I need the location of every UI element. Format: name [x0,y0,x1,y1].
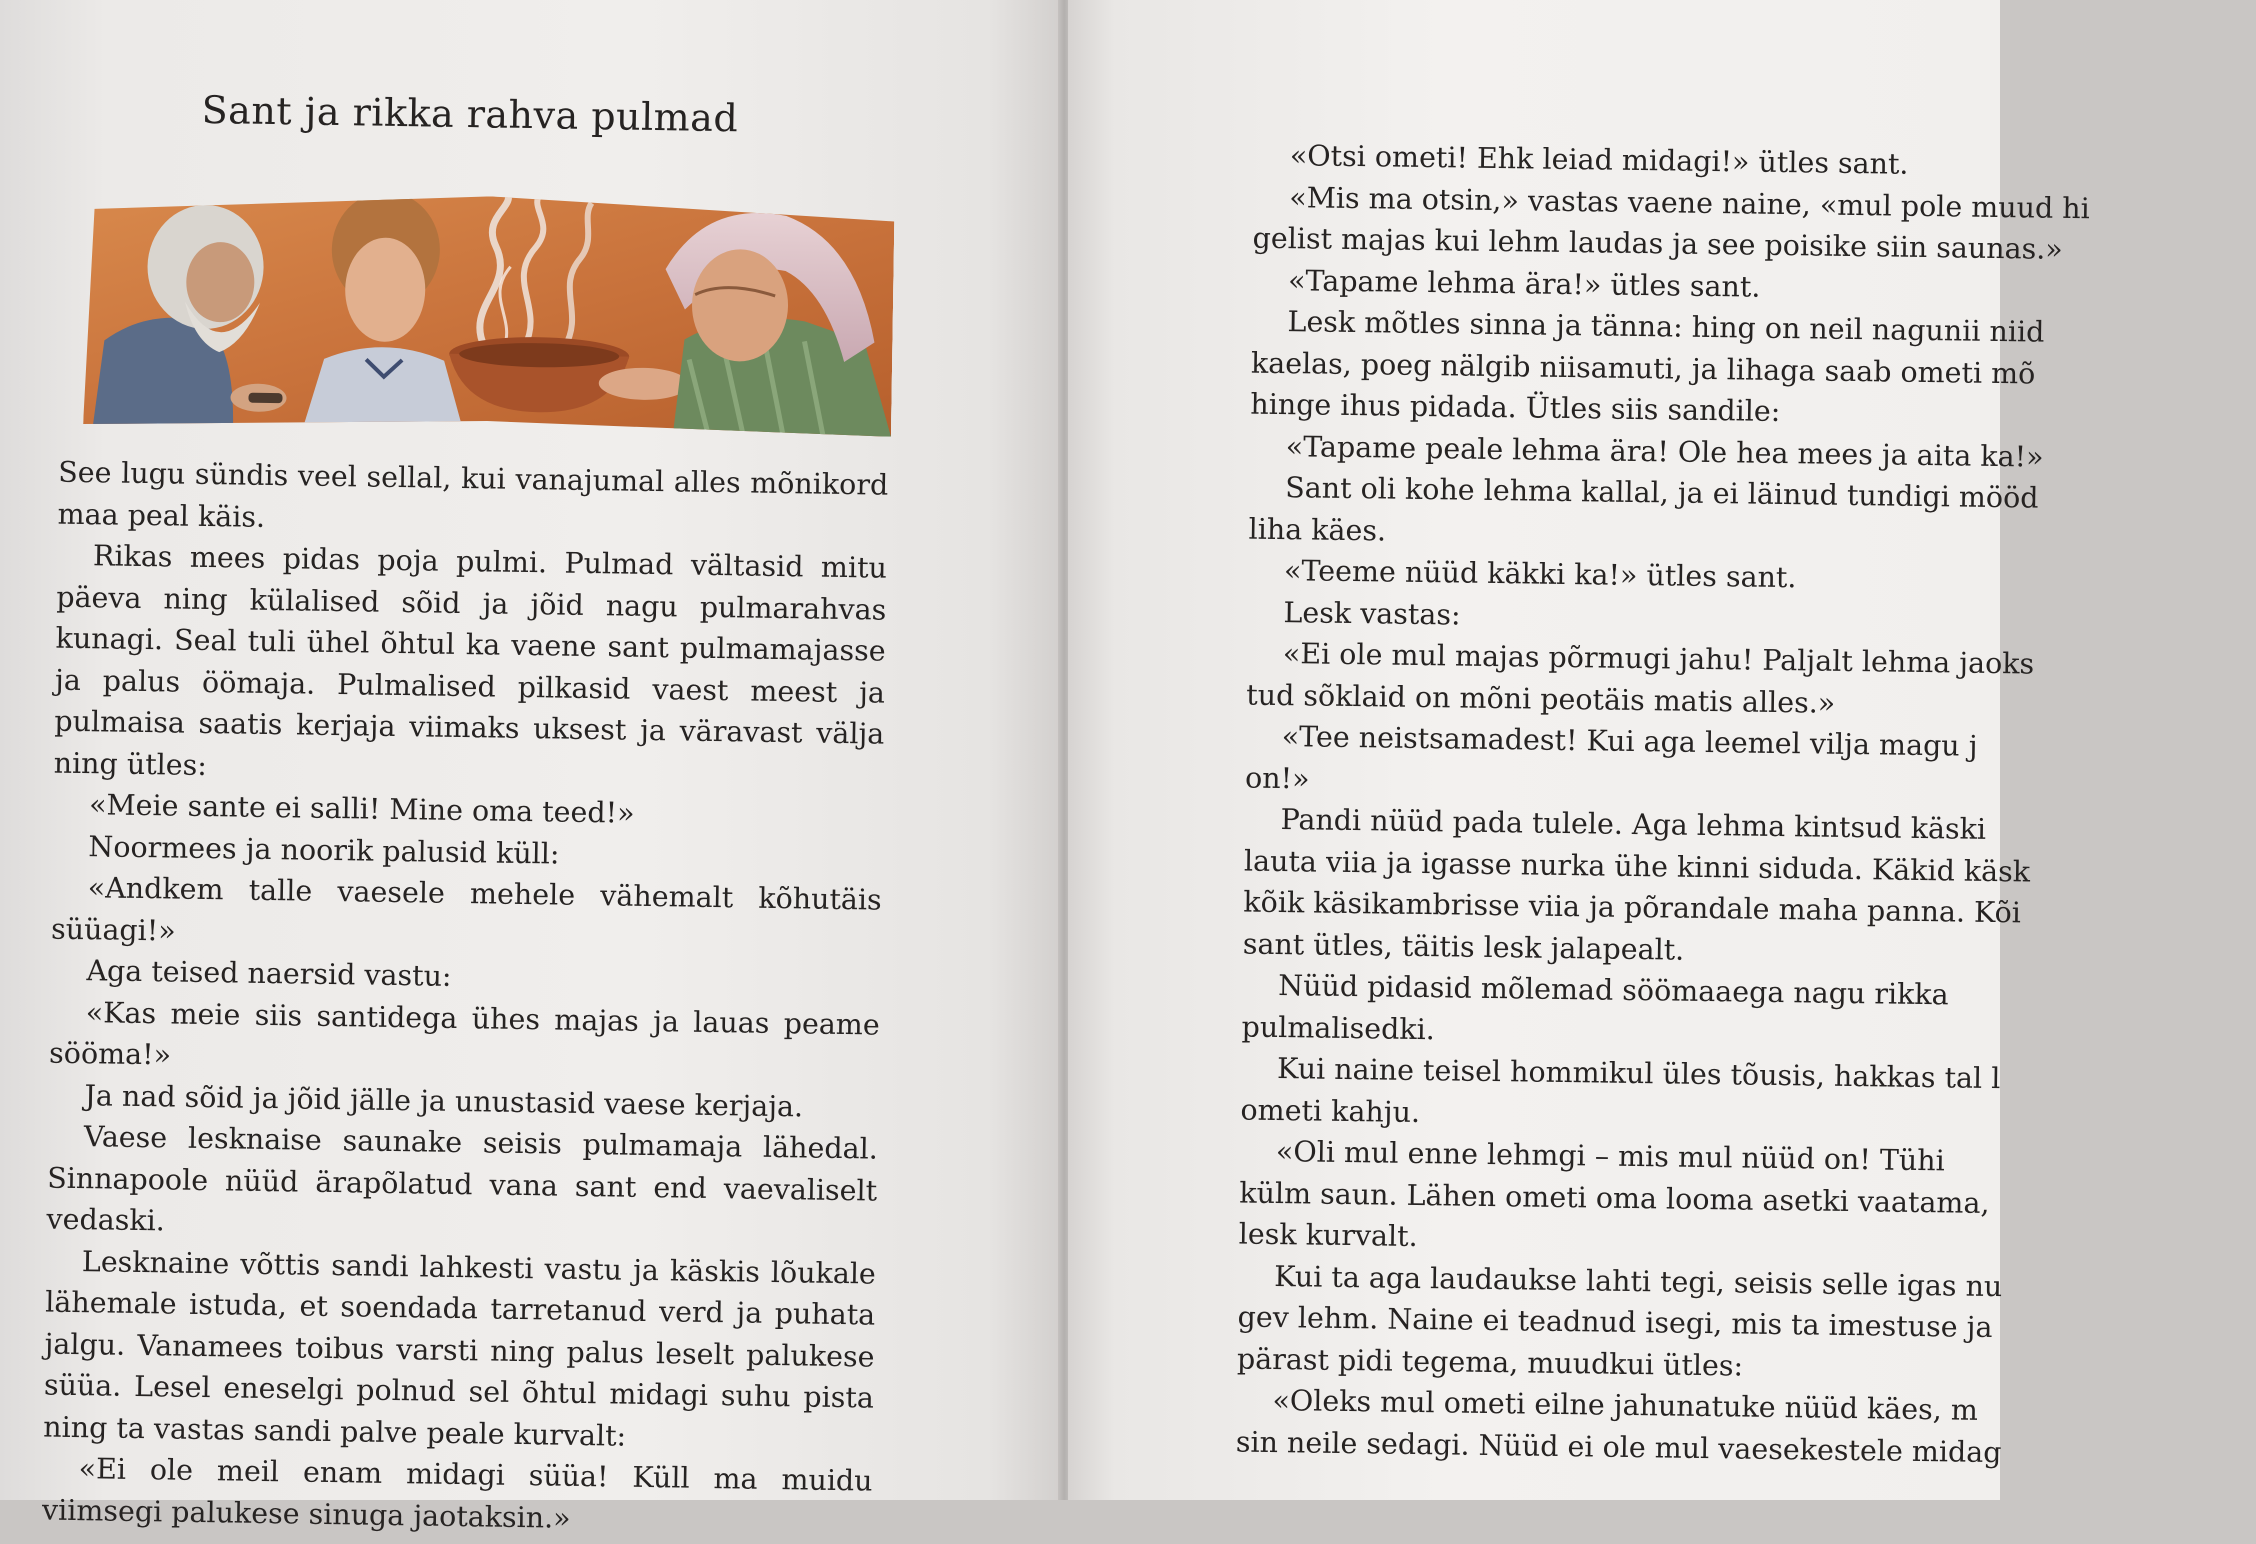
text-line: Nüüd pidasid mõlemad söömaaega nagu rikka [1278,969,1949,1012]
story-title: Sant ja rikka rahva pulmad [201,87,739,141]
text-line: kõik käsikambrisse viia ja põrandale maha panna. Kõi [1243,885,2022,930]
text-line: Lesk mõtles sinna ja tänna: hing on neil nagunii niid [1287,305,2045,349]
paragraph: «Andkem talle vaesele mehele vähemalt kõhutäis süüagi!» [50,871,882,948]
text-line: Sant oli kohe lehma kallal, ja ei läinud tundigi mööd [1284,471,2039,515]
right-page-content [1047,0,2168,1515]
text-line: tud sõklaid on mõni peotäis matis alles.» [1246,678,1836,720]
text-line: lesk kurvalt. [1238,1217,1418,1254]
text-line: «Mis ma otsin,» vastas vaene naine, «mul pole muud hi [1289,180,2091,225]
paragraph: «Ei ole meil enam midagi süüa! Küll ma muidu viimsegi palukese sinuga jaotaksin.» [41,1452,873,1535]
text-line: «Oleks mul ometi eilne jahunatuke nüüd käes, m [1272,1383,1979,1427]
left-page [0,0,1062,1535]
text-line: Pandi nüüd pada tulele. Aga lehma kintsud käski [1280,803,1987,846]
text-line: Kui ta aga laudaukse lahti tegi, seisis selle igas nu [1273,1259,2003,1303]
paragraph: Rikas mees pidas poja pulmi. Pulmad vältasid mitu päeva ning külalised sõid ja jõid nagu pulmarahvas kunagi. Seal tuli ühel õhtul ka vaene sant pulmamajasse ja palus öömaja. Pulmalised pilkasid vaest meest ja pulmaisa saatis kerjaja viimaks uksest ja väravast välja ning ütles: [53,539,888,782]
text-line: «Teeme nüüd käkki ka!» ütles sant. [1283,554,1797,595]
text-line: hinge ihus pidada. Ütles siis sandile: [1250,387,1781,428]
paragraph: «Kas meie siis santidega ühes majas ja lauas peame sööma!» [48,995,880,1072]
story-illustration [83,190,895,437]
text-line: gev lehm. Naine ei teadnud isegi, mis ta imestuse ja [1237,1300,1993,1345]
text-line: Lesk vastas: [1283,595,1461,632]
paragraph: Vaese lesknaise saunake seisis pulmamaja lähedal. Sinnapoole nüüd ärapõlatud vana sant end vaevaliselt vedaski. [46,1120,879,1238]
left-page-content [18,0,901,1535]
text-line: «Tapame peale lehma ära! Ole hea mees ja aita ka!» [1285,429,2044,474]
text-line: pulmalisedki. [1241,1010,1436,1046]
text-line: Kui naine teisel hommikul üles tõusis, hakkas tal l [1276,1052,2001,1096]
paragraph: «Meie sante ei salli! Mine oma teed!» [88,788,635,830]
text-line: on!» [1244,761,1310,795]
text-line: kaelas, poeg nälgib niisamuti, ja lihaga saab ometi mõ [1250,346,2036,391]
text-line: «Oli mul enne lehmgi – mis mul nüüd on! Tühi [1275,1135,1945,1178]
paragraph: Aga teised naersid vastu: [86,954,452,993]
text-line: «Tee neistsamadest! Kui aga leemel vilja magu j [1281,720,1978,763]
right-page [1068,0,2091,1500]
text-line: liha käes. [1248,512,1387,547]
paragraph: See lugu sündis veel sellal, kui vanajumal alles mõnikord maa peal käis. [57,455,889,534]
text-line: sin neile sedagi. Nüüd ei ole mul vaesekestele midag [1235,1424,2002,1469]
paragraph: Lesknaine võttis sandi lahkesti vastu ja käskis lõukale lähemale istuda, et soendada tarretanud verd ja puhata jalgu. Vanamees toibus varsti ning palus leselt palukese süüa. Lesel eneselgi polnud sel õhtul midagi suhu pista ning ta vastas sandi palve peale kurvalt: [43,1244,877,1453]
text-line: gelist majas kui lehm laudas ja see poisike siin saunas.» [1252,221,2063,266]
illustration-art [83,190,895,437]
text-line: pärast pidi tegema, muudkui ütles: [1236,1341,1744,1383]
text-line: lauta viia ja igasse nurka ühe kinni siduda. Käkid käsk [1243,844,2031,889]
text-line: «Ei ole mul majas põrmugi jahu! Paljalt lehma jaoks [1282,637,2035,681]
text-line: sant ütles, täitis lesk jalapealt. [1242,927,1685,967]
paragraph: Noormees ja noorik palusid küll: [88,829,560,871]
right-page-body [1236,135,2254,1477]
left-page-body [42,452,889,1544]
paragraph: Ja nad sõid ja jõid jälle ja unustasid vaese kerjaja. [84,1078,804,1123]
text-line: «Otsi ometi! Ehk leiad midagi!» ütles sant. [1289,139,1909,181]
text-line: ometi kahju. [1240,1093,1421,1129]
text-line: «Tapame lehma ära!» ütles sant. [1287,263,1761,304]
text-line: külm saun. Lähen ometi oma looma asetki vaatama, [1239,1176,1990,1220]
